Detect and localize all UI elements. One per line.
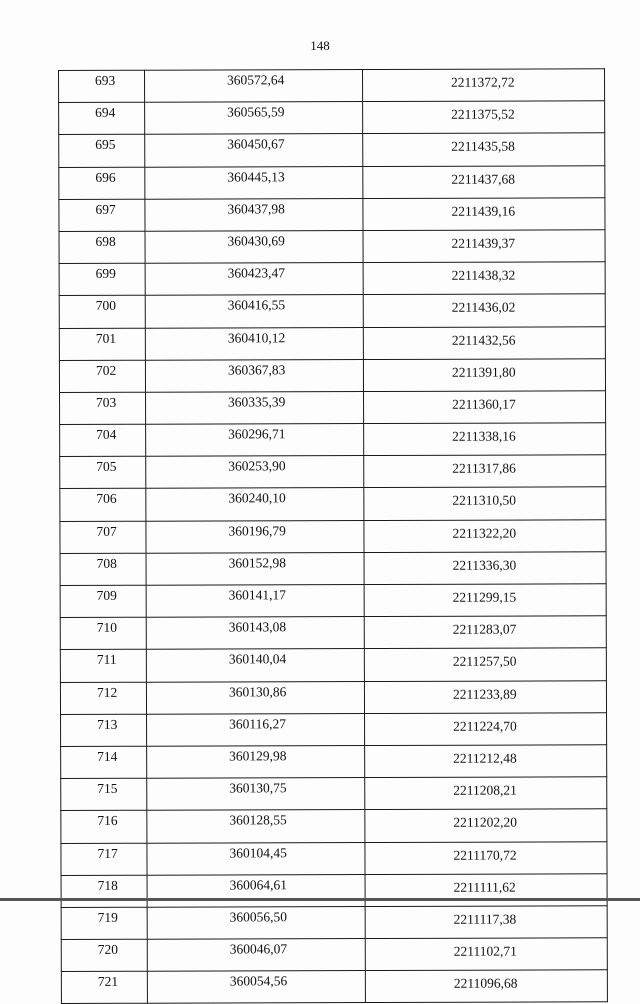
table-row bbox=[60, 616, 606, 650]
y-coordinate-cell: 2211224,70 bbox=[365, 713, 607, 746]
table-row bbox=[61, 713, 607, 747]
point-number-cell: 715 bbox=[61, 778, 147, 810]
y-coordinate-cell: 2211317,86 bbox=[364, 455, 606, 488]
y-coordinate-cell: 2211435,58 bbox=[363, 133, 605, 166]
x-coordinate-cell: 360296,71 bbox=[146, 424, 364, 457]
x-coordinate-cell: 360565,59 bbox=[145, 102, 363, 135]
point-number-cell: 697 bbox=[59, 199, 145, 231]
point-number-cell: 704 bbox=[60, 424, 146, 456]
point-number-cell: 699 bbox=[59, 263, 145, 295]
x-coordinate-cell: 360416,55 bbox=[145, 295, 363, 328]
point-number-cell: 713 bbox=[61, 714, 147, 746]
table-row bbox=[60, 391, 606, 425]
table-row bbox=[60, 455, 606, 489]
y-coordinate-cell: 2211338,16 bbox=[364, 423, 606, 456]
y-coordinate-cell: 2211233,89 bbox=[364, 680, 606, 713]
point-number-cell: 695 bbox=[59, 135, 145, 167]
y-coordinate-cell: 2211170,72 bbox=[365, 841, 607, 874]
x-coordinate-cell: 360130,75 bbox=[147, 778, 365, 811]
table-row bbox=[59, 230, 605, 264]
table-row bbox=[59, 358, 605, 392]
x-coordinate-cell: 360196,79 bbox=[146, 520, 364, 553]
table-row bbox=[59, 101, 605, 135]
x-coordinate-cell: 360046,07 bbox=[147, 939, 365, 972]
x-coordinate-cell: 360430,69 bbox=[145, 230, 363, 263]
x-coordinate-cell: 360367,83 bbox=[145, 359, 363, 392]
table-row bbox=[61, 938, 607, 972]
table-row bbox=[61, 906, 607, 940]
page-number: 148 bbox=[310, 38, 330, 53]
x-coordinate-cell: 360130,86 bbox=[146, 681, 364, 714]
y-coordinate-cell: 2211375,52 bbox=[363, 101, 605, 134]
y-coordinate-cell: 2211391,80 bbox=[363, 358, 605, 391]
x-coordinate-cell: 360423,47 bbox=[145, 263, 363, 296]
table-row bbox=[60, 680, 606, 714]
table-row bbox=[60, 487, 606, 521]
table-row bbox=[59, 133, 605, 167]
y-coordinate-cell: 2211208,21 bbox=[365, 777, 607, 810]
table-row bbox=[59, 165, 605, 199]
point-number-cell: 718 bbox=[61, 875, 147, 907]
x-coordinate-cell: 360054,56 bbox=[147, 971, 365, 1004]
x-coordinate-cell: 360152,98 bbox=[146, 552, 364, 585]
coordinates-table bbox=[58, 68, 608, 1004]
x-coordinate-cell: 360335,39 bbox=[146, 391, 364, 424]
x-coordinate-cell: 360129,98 bbox=[147, 745, 365, 778]
x-coordinate-cell: 360253,90 bbox=[146, 456, 364, 489]
table-row bbox=[59, 326, 605, 360]
y-coordinate-cell: 2211310,50 bbox=[364, 487, 606, 520]
y-coordinate-cell: 2211096,68 bbox=[365, 970, 607, 1003]
point-number-cell: 716 bbox=[61, 811, 147, 843]
point-number-cell: 705 bbox=[60, 456, 146, 488]
y-coordinate-cell: 2211257,50 bbox=[364, 648, 606, 681]
table-row bbox=[60, 519, 606, 553]
table-row bbox=[59, 69, 605, 103]
x-coordinate-cell: 360572,64 bbox=[145, 70, 363, 103]
table-row bbox=[60, 584, 606, 618]
x-coordinate-cell: 360140,04 bbox=[146, 649, 364, 682]
point-number-cell: 712 bbox=[60, 682, 146, 714]
table-row bbox=[61, 873, 607, 907]
y-coordinate-cell: 2211111,62 bbox=[365, 873, 607, 906]
table-row bbox=[59, 294, 605, 328]
table-row bbox=[59, 198, 605, 232]
point-number-cell: 707 bbox=[60, 521, 146, 553]
point-number-cell: 717 bbox=[61, 843, 147, 875]
table-row bbox=[61, 809, 607, 843]
y-coordinate-cell: 2211283,07 bbox=[364, 616, 606, 649]
x-coordinate-cell: 360143,08 bbox=[146, 617, 364, 650]
point-number-cell: 700 bbox=[59, 296, 145, 328]
table-row bbox=[59, 262, 605, 296]
table-body bbox=[59, 69, 608, 1004]
y-coordinate-cell: 2211336,30 bbox=[364, 552, 606, 585]
point-number-cell: 708 bbox=[60, 553, 146, 585]
point-number-cell: 702 bbox=[59, 360, 145, 392]
x-coordinate-cell: 360141,17 bbox=[146, 585, 364, 618]
table-row bbox=[60, 552, 606, 586]
y-coordinate-cell: 2211117,38 bbox=[365, 906, 607, 939]
table-row bbox=[61, 777, 607, 811]
x-coordinate-cell: 360064,61 bbox=[147, 874, 365, 907]
y-coordinate-cell: 2211438,32 bbox=[363, 262, 605, 295]
point-number-cell: 709 bbox=[60, 585, 146, 617]
x-coordinate-cell: 360437,98 bbox=[145, 198, 363, 231]
y-coordinate-cell: 2211202,20 bbox=[365, 809, 607, 842]
y-coordinate-cell: 2211439,16 bbox=[363, 198, 605, 231]
x-coordinate-cell: 360445,13 bbox=[145, 166, 363, 199]
point-number-cell: 694 bbox=[59, 102, 145, 134]
table-row bbox=[61, 841, 607, 875]
point-number-cell: 719 bbox=[61, 907, 147, 939]
x-coordinate-cell: 360128,55 bbox=[147, 810, 365, 843]
x-coordinate-cell: 360056,50 bbox=[147, 906, 365, 939]
x-coordinate-cell: 360450,67 bbox=[145, 134, 363, 167]
point-number-cell: 693 bbox=[59, 70, 145, 102]
point-number-cell: 703 bbox=[60, 392, 146, 424]
x-coordinate-cell: 360116,27 bbox=[147, 713, 365, 746]
x-coordinate-cell: 360410,12 bbox=[145, 327, 363, 360]
y-coordinate-cell: 2211102,71 bbox=[365, 938, 607, 971]
table-row bbox=[61, 970, 607, 1004]
point-number-cell: 710 bbox=[60, 617, 146, 649]
table-row bbox=[60, 423, 606, 457]
y-coordinate-cell: 2211360,17 bbox=[364, 391, 606, 424]
point-number-cell: 706 bbox=[60, 489, 146, 521]
point-number-cell: 698 bbox=[59, 231, 145, 263]
point-number-cell: 720 bbox=[61, 939, 147, 971]
y-coordinate-cell: 2211299,15 bbox=[364, 584, 606, 617]
x-coordinate-cell: 360104,45 bbox=[147, 842, 365, 875]
point-number-cell: 696 bbox=[59, 167, 145, 199]
y-coordinate-cell: 2211437,68 bbox=[363, 165, 605, 198]
table-row bbox=[61, 745, 607, 779]
point-number-cell: 711 bbox=[60, 650, 146, 682]
x-coordinate-cell: 360240,10 bbox=[146, 488, 364, 521]
y-coordinate-cell: 2211436,02 bbox=[363, 294, 605, 327]
y-coordinate-cell: 2211322,20 bbox=[364, 519, 606, 552]
y-coordinate-cell: 2211432,56 bbox=[363, 326, 605, 359]
point-number-cell: 701 bbox=[59, 328, 145, 360]
y-coordinate-cell: 2211439,37 bbox=[363, 230, 605, 263]
y-coordinate-cell: 2211212,48 bbox=[365, 745, 607, 778]
point-number-cell: 714 bbox=[61, 746, 147, 778]
point-number-cell: 721 bbox=[61, 971, 147, 1003]
table-row bbox=[60, 648, 606, 682]
y-coordinate-cell: 2211372,72 bbox=[363, 69, 605, 102]
